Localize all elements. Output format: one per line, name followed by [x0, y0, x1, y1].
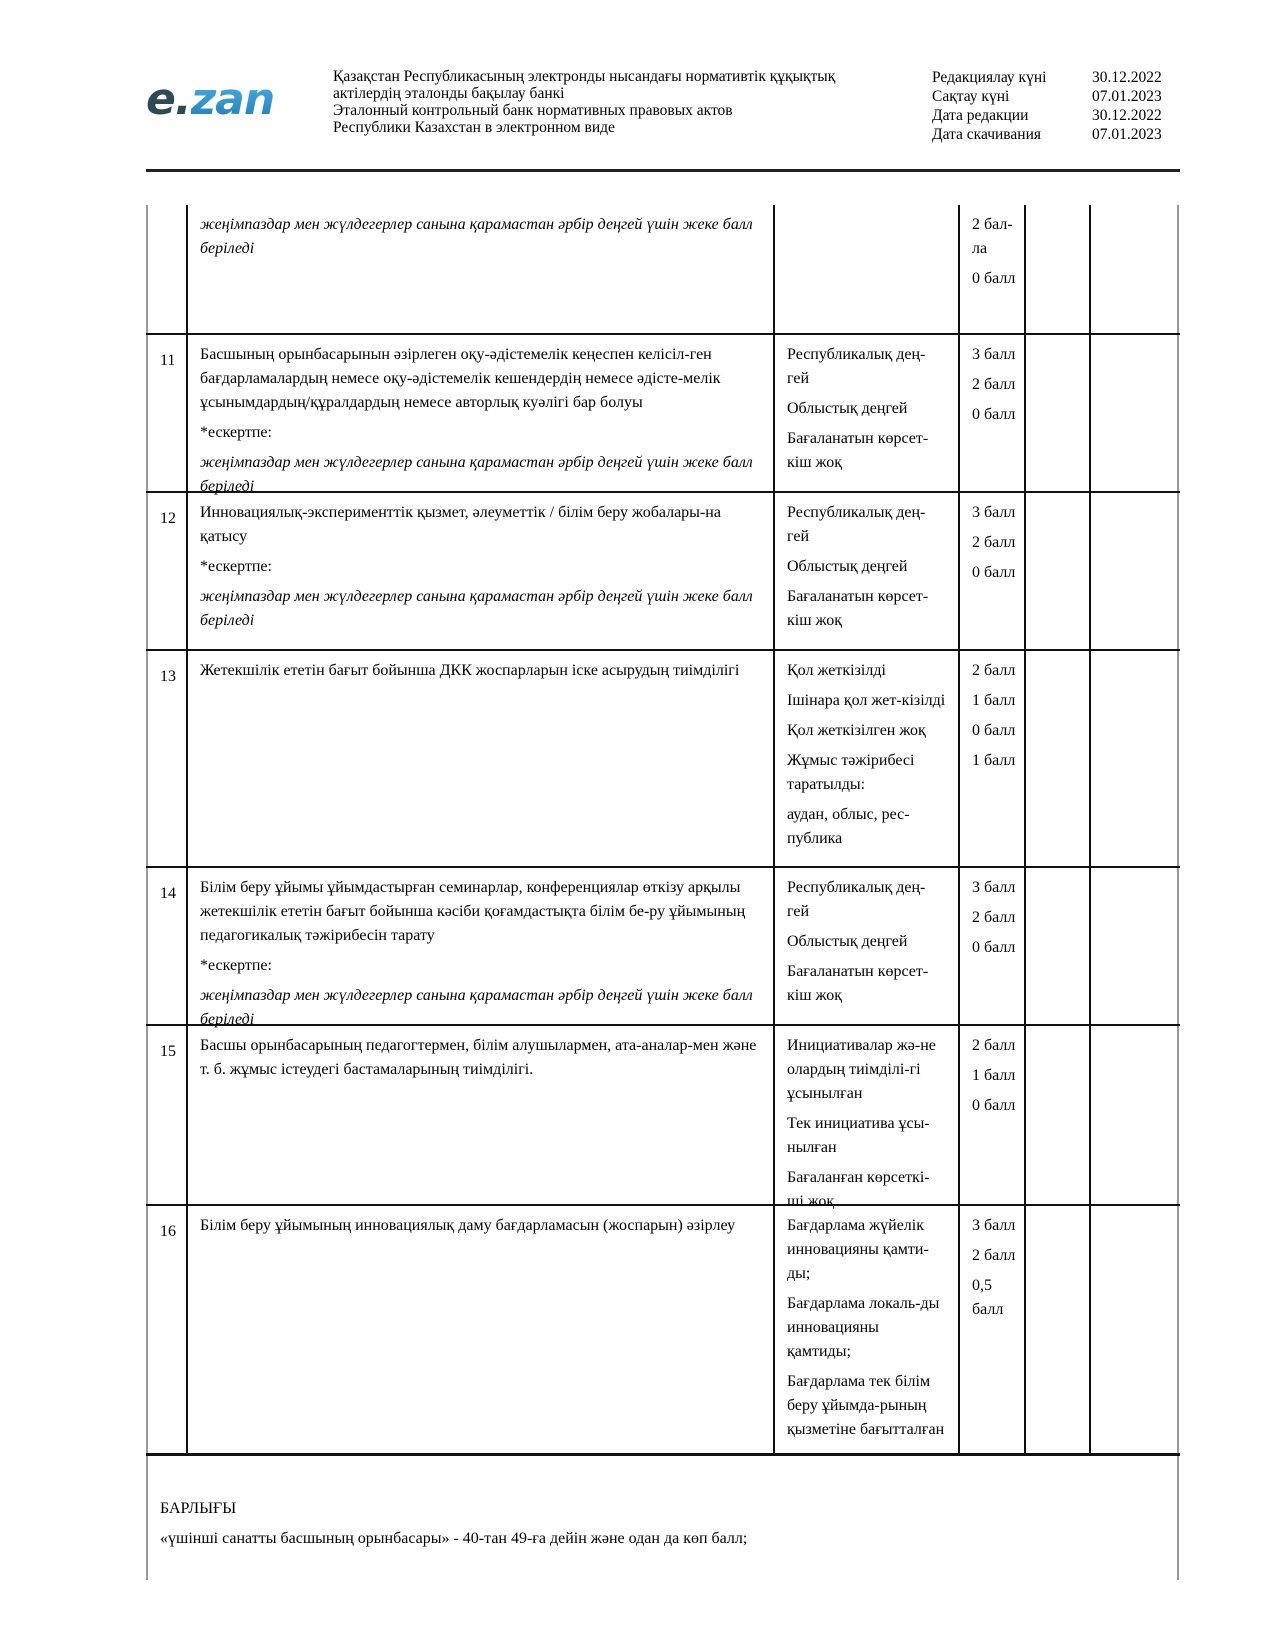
points-text: 3 балл [972, 346, 1016, 363]
description-text: Жетекшілік ететін бағыт бойынша ДКК жоспарларын іске асырудың тиімділігі [200, 662, 740, 679]
table-row [146, 1026, 1180, 1210]
row-number: 15 [146, 1026, 188, 1204]
empty-cell [1091, 868, 1176, 1024]
note-text: жеңімпаздар мен жүлдегерлер санына қарамастан әрбір деңгей үшін жеке балл беріледі [200, 987, 753, 1028]
table-row [146, 205, 1180, 335]
criterion-text: Бағдарлама жүйелік инновацияны қамти-ды; [787, 1217, 929, 1282]
header-org-text [333, 68, 893, 136]
empty-cell [1091, 205, 1176, 333]
row-description [188, 493, 775, 649]
meta-label: Сақтау күні [932, 88, 1010, 105]
points-text: 2 бал-ла [972, 216, 1013, 257]
empty-cell [1026, 1206, 1091, 1453]
row-points [960, 335, 1026, 491]
empty-cell [1026, 651, 1091, 866]
description-text: Инновациялық-эксперименттік қызмет, әлеуметтік / білім беру жобалары-на қатысу [200, 504, 721, 545]
org-line: актілердің эталонды бақылау банкі [333, 85, 565, 102]
description-text: Білім беру ұйымының инновациялық даму бағдарламасын (жоспарын) әзірлеу [200, 1217, 736, 1234]
meta-value: 07.01.2023 [1092, 126, 1162, 143]
empty-cell [1026, 335, 1091, 491]
row-criteria [775, 1026, 960, 1210]
row-criteria [775, 868, 960, 1024]
empty-cell [1026, 205, 1091, 333]
points-text: 2 балл [972, 1037, 1016, 1054]
description-text: *ескертпе: [200, 558, 272, 575]
row-points [960, 651, 1026, 866]
table-row [146, 651, 1180, 868]
meta-row [932, 68, 1172, 87]
criterion-text: Облыстық деңгей [787, 558, 908, 575]
criterion-text: Бағаланған көрсеткі-ші жоқ [787, 1169, 930, 1210]
row-points [960, 493, 1026, 649]
criterion-text: Облыстық деңгей [787, 933, 908, 950]
points-text: 3 балл [972, 879, 1016, 896]
criterion-text: Республикалық дең-гей [787, 504, 926, 545]
row-number: 16 [146, 1206, 188, 1453]
row-points [960, 1206, 1026, 1453]
criterion-text: Бағаланатын көрсет-кіш жоқ [787, 963, 929, 1004]
meta-value: 30.12.2022 [1092, 69, 1162, 86]
row-number: 14 [146, 868, 188, 1024]
row-criteria [775, 493, 960, 649]
points-text: 3 балл [972, 1217, 1016, 1234]
points-text: 0 балл [972, 939, 1016, 956]
criterion-text: Республикалық дең-гей [787, 879, 926, 920]
meta-label: Дата редакции [932, 107, 1029, 124]
note-text: жеңімпаздар мен жүлдегерлер санына қарамастан әрбір деңгей үшін жеке балл беріледі [200, 588, 753, 629]
description-text: *ескертпе: [200, 957, 272, 974]
row-criteria [775, 335, 960, 491]
points-text: 2 балл [972, 376, 1016, 393]
empty-cell [1026, 868, 1091, 1024]
empty-cell [1026, 1026, 1091, 1204]
row-description [188, 1026, 775, 1204]
row-description [188, 651, 775, 866]
criterion-text: Бағдарлама локаль-ды инновацияны қамтиды; [787, 1295, 940, 1360]
table-row [146, 335, 1180, 493]
criterion-text: Тек инициатива ұсы-нылған [787, 1115, 930, 1156]
points-text: 3 балл [972, 504, 1016, 521]
empty-cell [1026, 493, 1091, 649]
row-number: 13 [146, 651, 188, 866]
row-description [188, 1206, 775, 1453]
row-criteria [775, 651, 960, 866]
row-criteria [775, 205, 960, 333]
points-text: 1 балл [972, 692, 1016, 709]
header-divider [146, 169, 1180, 172]
header-meta [932, 68, 1172, 144]
criterion-text: аудан, облыс, рес-публика [787, 806, 910, 847]
row-number: 11 [146, 335, 188, 491]
table-row [146, 493, 1180, 651]
criterion-text: Қол жеткізілді [787, 662, 886, 679]
points-text: 0 балл [972, 406, 1016, 423]
points-text: 0 балл [972, 722, 1016, 739]
total-note: «үшінші санатты басшының орынбасары» - 40-тан 49-ға дейін және одан да көп балл; [160, 1530, 748, 1547]
description-text: Білім беру ұйымы ұйымдастырған семинарлар, конференциялар өткізу арқылы жетекшілік ететін бағыт бойынша кәсіби қоғамдастықта білім бе-ру ұйымының педагогикалық тәжірибесін тарату [200, 879, 746, 944]
row-points [960, 1026, 1026, 1204]
empty-cell [1091, 335, 1176, 491]
criterion-text: Жұмыс тәжірибесі таратылды: [787, 752, 915, 793]
meta-label: Редакциялау күні [932, 69, 1047, 86]
row-criteria [775, 1206, 960, 1453]
criterion-text: Облыстық деңгей [787, 400, 908, 417]
points-text: 0 балл [972, 1097, 1016, 1114]
org-line: Эталонный контрольный банк нормативных правовых актов [333, 102, 733, 119]
meta-value: 30.12.2022 [1092, 107, 1162, 124]
row-points [960, 205, 1026, 333]
points-text: 1 балл [972, 752, 1016, 769]
row-description [188, 335, 775, 495]
points-text: 2 балл [972, 1247, 1016, 1264]
total-section [148, 1497, 1178, 1557]
empty-cell [1091, 651, 1176, 866]
row-number: 12 [146, 493, 188, 649]
table-row [146, 868, 1180, 1026]
criterion-text: Бағаланатын көрсет-кіш жоқ [787, 588, 929, 629]
points-text: 2 балл [972, 662, 1016, 679]
org-line: Қазақстан Республикасының электронды нысандағы нормативтік құқықтық [333, 68, 836, 85]
criterion-text: Республикалық дең-гей [787, 346, 926, 387]
empty-cell [1091, 1026, 1176, 1204]
points-text: 0 балл [972, 270, 1016, 287]
criteria-table [146, 205, 1180, 1456]
meta-row [932, 125, 1172, 144]
meta-row [932, 87, 1172, 106]
description-text: Басшының орынбасарынын әзірлеген оқу-әдістемелік кеңеспен келісіл-ген бағдарламалардың немесе оқу-әдістемелік кешендердің немесе әдісте-мелік ұсынымдардың/құралдардың немесе авторлық куәлігі бар болуы [200, 346, 721, 411]
criterion-text: Қол жеткізілген жоқ [787, 722, 926, 739]
points-text: 0 балл [972, 564, 1016, 581]
meta-value: 07.01.2023 [1092, 88, 1162, 105]
row-description [188, 205, 775, 333]
criterion-text: Бағаланатын көрсет-кіш жоқ [787, 430, 929, 471]
row-description [188, 868, 775, 1028]
points-text: 1 балл [972, 1067, 1016, 1084]
meta-row [932, 106, 1172, 125]
empty-cell [1091, 493, 1176, 649]
description-text: *ескертпе: [200, 424, 272, 441]
criterion-text: Ішінара қол жет-кізілді [787, 692, 946, 709]
note-text: жеңімпаздар мен жүлдегерлер санына қарамастан әрбір деңгей үшін жеке балл беріледі [200, 216, 753, 257]
ezan-logo: e.zan [146, 74, 275, 125]
org-line: Республики Казахстан в электронном виде [333, 119, 615, 136]
empty-cell [1091, 1206, 1176, 1453]
row-points [960, 868, 1026, 1024]
total-label: БАРЛЫҒЫ [160, 1500, 237, 1517]
points-text: 2 балл [972, 909, 1016, 926]
points-text: 0,5 балл [972, 1277, 1004, 1318]
meta-label: Дата скачивания [932, 126, 1042, 143]
row-number [146, 205, 188, 333]
criterion-text: Бағдарлама тек білім беру ұйымда-рының қызметіне бағытталған [787, 1373, 945, 1438]
criterion-text: Инициативалар жә-не олардың тиімділі-гі ұсынылған [787, 1037, 936, 1102]
points-text: 2 балл [972, 534, 1016, 551]
table-row [146, 1206, 1180, 1456]
note-text: жеңімпаздар мен жүлдегерлер санына қарамастан әрбір деңгей үшін жеке балл беріледі [200, 454, 753, 495]
description-text: Басшы орынбасарының педагогтермен, білім алушылармен, ата-аналар-мен және т. б. жұмыс істеудегі бастамаларының тиімділігі. [200, 1037, 757, 1078]
